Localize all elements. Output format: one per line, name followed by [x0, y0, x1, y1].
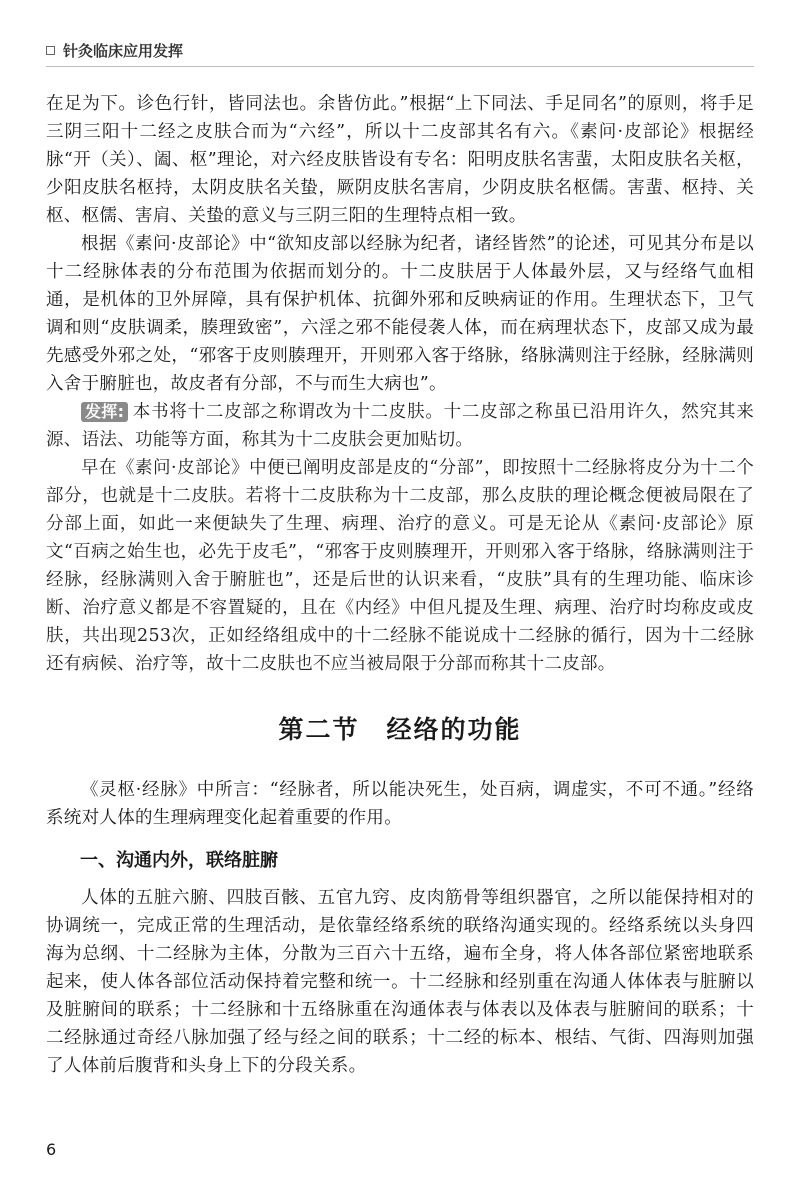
- section-title: 第二节 经络的功能: [278, 715, 522, 744]
- paragraph-6: 人体的五脏六腑、四肢百骸、五官九窍、皮肉筋骨等组织器官，之所以能保持相对的协调统一，完成正常的生理活动，是依靠经络系统的联络沟通实现的。经络系统以头身四海为总纲、十二经脉为主体，分散为三百六十五络，遍布全身，将人体各部位紧密地联系起来，使人体各部位活动保持着完整和统一。十二经脉和经别重在沟通人体体表与脏腑以及脏腑间的联系；十二经脉和十五络脉重在沟通体表与体表以及体表与脏腑间的联系；十二经脉通过奇经八脉加强了经与经之间的联系；十二经的标本、根结、气街、四海则加强了人体前后腹背和头身上下的分段关系。: [46, 888, 754, 1076]
- paragraph-5: 《灵枢·经脉》中所言：“经脉者，所以能决死生，处百病，调虚实，不可不通。”经络系统对人体的生理病理变化起着重要的作用。: [46, 780, 754, 828]
- header-rule: [46, 66, 754, 67]
- page-number: 6: [46, 1140, 57, 1159]
- page-body: [46, 90, 754, 1080]
- fahui-badge: 发挥:: [81, 402, 128, 422]
- paragraph-2: 根据《素问·皮部论》中“欲知皮部以经脉为纪者，诸经皆然”的论述，可见其分布是以十二经脉体表的分布范围为依据而划分的。十二皮肤居于人体最外层，又与经络气血相通，是机体的卫外屏障，具有保护机体、抗御外邪和反映病证的作用。生理状态下，卫气调和则“皮肤调柔，腠理致密”，六淫之邪不能侵袭人体，而在病理状态下，皮部又成为最先感受外邪之处，“邪客于皮则腠理开，开则邪入客于络脉，络脉满则注于经脉，经脉满则入舍于腑脏也，故皮者有分部，不与而生大病也”。: [46, 234, 754, 394]
- square-icon: [46, 46, 55, 55]
- book-title: 针灸临床应用发挥: [63, 42, 184, 60]
- paragraph-4: 早在《素问·皮部论》中便已阐明皮部是皮的“分部”，即按照十二经脉将皮分为十二个部分，也就是十二皮肤。若将十二皮肤称为十二皮部，那么皮肤的理论概念便被局限在了分部上面，如此一来便缺失了生理、病理、治疗的意义。可是无论从《素问·皮部论》原文“百病之始生也，必先于皮毛”，“邪客于皮则腠理开，开则邪入客于络脉，络脉满则注于经脉，经脉满则入舍于腑脏也”，还是后世的认识来看，“皮肤”具有的生理功能、临床诊断、治疗意义都是不容置疑的，且在《内经》中但凡提及生理、病理、治疗时均称皮或皮肤，共出现253次，正如经络组成中的十二经脉不能说成十二经脉的循行，因为十二经脉还有病候、治疗等，故十二皮肤也不应当被局限于分部而称其十二皮部。: [46, 458, 754, 674]
- paragraph-3: [46, 398, 754, 454]
- running-header: [46, 40, 754, 61]
- paragraph-3-text: 本书将十二皮部之称谓改为十二皮肤。十二皮部之称虽已沿用许久，然究其来源、语法、功能等方面，称其为十二皮肤会更加贴切。: [46, 402, 754, 450]
- subsection-title: 一、沟通内外，联络脏腑: [80, 850, 278, 871]
- paragraph-1: 在足为下。诊色行针，皆同法也。余皆仿此。”根据“上下同法、手足同名”的原则，将手足三阴三阳十二经之皮肤合而为“六经”，所以十二皮部其名有六。《素问·皮部论》根据经脉“开（关）、阖、枢”理论，对六经皮肤皆设有专名：阳明皮肤名害蜚，太阳皮肤名关枢，少阳皮肤名枢持，太阴皮肤名关蛰，厥阴皮肤名害肩，少阴皮肤名枢儒。害蜚、枢持、关枢、枢儒、害肩、关蛰的意义与三阴三阳的生理特点相一致。: [46, 94, 754, 226]
